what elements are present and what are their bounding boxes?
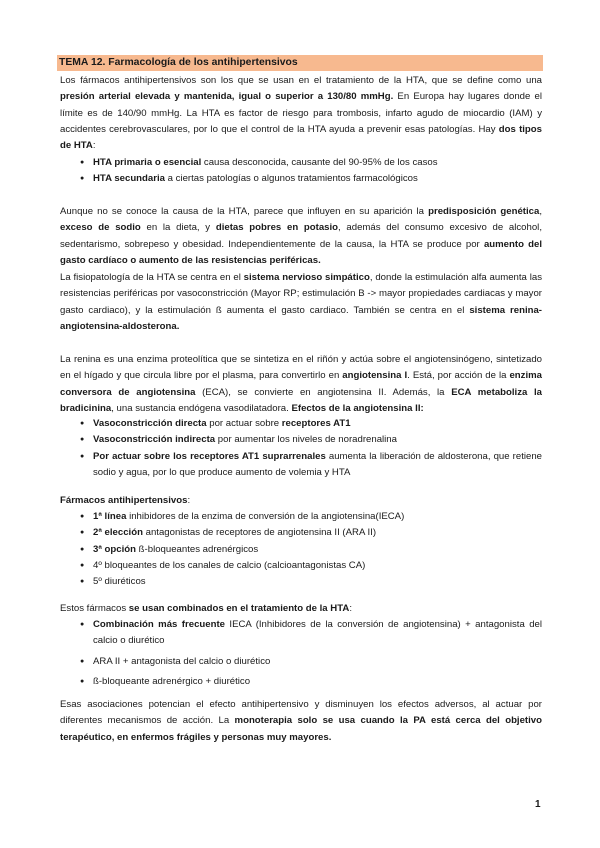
text-run: , además del consumo excesivo de alcohol, sedentarismo, sobrepeso y obesidad. Independientemente de la causa, la HTA se produce por [60,222,542,250]
intro-paragraph [60,73,542,154]
text-run: : [349,603,352,614]
bold-run: Vasoconstricción indirecta [93,434,216,446]
bold-run: enzima conversora de angiotensina [60,370,542,398]
text-run: La fisiopatología de la HTA se centra en el [60,272,244,283]
hta-types-list [60,155,542,188]
list-item [60,155,542,171]
bold-run: solo se usa cuando la PA está cerca del objetivo terapéutico, en enfermos frágiles y personas muy mayores. [60,715,542,743]
bold-run: aumento del gasto cardíaco o aumento de las resistencias periféricas. [60,238,542,266]
list-item [60,171,542,187]
combined-heading [60,601,542,617]
text-run: en la dieta, y [140,222,216,234]
combinations-list [60,617,542,690]
text-run: 5º [93,576,102,588]
text-run: antagonistas de receptores de angiotensina II (ARA II) [145,527,377,539]
bold-run: HTA primaria o esencial [93,157,202,168]
bold-run: dos tipos de HTA [60,123,542,152]
bold-run: ECA metaboliza la bradicinina [60,386,543,414]
text-run: ß-bloqueante adrenérgico + diurético [93,675,251,687]
text-run: : [92,140,96,152]
text-run: Esas asociaciones potencian el efecto antihipertensivo y disminuyen los efectos adversos, al actuar por diferentes mecanismos de acción. La [60,699,542,727]
bold-run: presión arterial elevada y mantenida, igual o superior a 130/80 mmHg. [60,91,394,103]
bold-run: exceso de sodio [60,222,141,234]
page-title: TEMA 12. Farmacología de los antihipertensivos [59,57,298,68]
bold-run: dietas pobres en potasio [215,222,339,234]
text-run: , [539,206,543,217]
bold-run: Combinación más frecuente [93,619,225,630]
text-run: , donde la estimulación alfa aumenta las resistencias periféricas por vasoconstricción (Mayor RP; estimulación B -> mayor propiedades cardiacas y mayor gasto cardiaco), y la estimulación ß aumenta el gasto cardiaco. También se centra en el [60,272,542,316]
causes-paragraph [60,204,542,269]
text-run: IECA (Inhibidores de la conversión de angiotensina) + antagonista del calcio o diurético [93,619,542,647]
drugs-heading [60,493,542,509]
text-run: . Está, por acción de la [407,370,510,382]
angiotensin-effects-list [60,416,542,481]
page-number: 1 [535,799,541,810]
text-run: Estos fármacos [60,603,129,614]
conclusion-paragraph [60,697,542,746]
list-item [60,574,542,590]
text-run: En Europa hay lugares donde el límite es de 140/90 mmHg. La HTA es factor de riesgo para trombosis, infarto agudo de miocardio (IAM) y accidentes cerebrovasculares, por lo que el control de la HTA ayuda a prevenir esas patologías. Hay [60,91,542,135]
title-highlight [57,55,543,71]
list-item [60,542,542,558]
list-item [60,432,542,448]
text-run: por actuar sobre [209,418,282,429]
text-run: aumenta la liberación de aldosterona, que retiene sodio y agua, por lo que produce aumento de volemia y HTA [93,450,542,478]
bold-run: sistema renina-angiotensina-aldosterona. [60,304,543,332]
bold-run: angiotensina I [342,370,408,382]
text-run: por aumentar los niveles de noradrenalina [217,434,397,446]
list-item [60,617,542,650]
list-item [60,449,542,482]
text-run: Los fármacos antihipertensivos son los que se usan en el tratamiento de la HTA, que se define como una [60,75,542,86]
bold-run: HTA secundaria [93,173,165,185]
text-run: bloqueantes de los canales de calcio (calcioantagonistas CA) [104,559,366,571]
text-run: (ECA), se convierte en angiotensina II. Además, la [195,386,452,398]
list-item [60,558,542,574]
bold-run: 1ª línea [93,511,127,522]
text-run: 4º [93,559,102,571]
text-run: : [187,495,191,506]
list-item [60,654,542,670]
list-item [60,674,542,690]
bold-run: sistema nervioso simpático [243,272,370,283]
text-run: inhibidores de la enzima de conversión de la angiotensina(IECA) [129,511,405,522]
list-item [60,416,542,432]
bold-run: 2ª elección [93,527,143,539]
bold-run: predisposición genética [428,206,540,217]
renin-paragraph [60,352,542,417]
drugs-list [60,509,542,590]
bold-run: 3ª opción [93,543,136,555]
bold-run: Por actuar sobre los receptores AT1 suprarrenales [93,450,326,462]
text-run: causa desconocida, causante del 90-95% de los casos [203,157,438,168]
text-run: ß-bloqueantes adrenérgicos [138,543,259,555]
bold-run: Vasoconstricción directa [93,418,207,429]
bold-run: monoterapia [234,715,293,727]
bold-run: Fármacos antihipertensivos [60,495,188,506]
text-run: La renina es una enzima proteolítica que se sintetiza en el riñón y actúa sobre el angiotensinógeno, sintetizado en el hígado y que circula libre por el plasma, para convertirlo en [60,354,542,382]
text-run: , una sustancia endógena vasodilatadora. [111,402,292,414]
bold-run: Efectos de la angiotensina II: [291,402,424,414]
text-run: Aunque no se conoce la causa de la HTA, parece que influyen en su aparición la [60,206,429,217]
text-run: a ciertas patologías o algunos tratamientos farmacológicos [167,173,418,185]
bold-run: se usan combinados en el tratamiento de la HTA [128,603,350,614]
bold-run: receptores AT1 [281,418,351,429]
text-run: ARA II + antagonista del calcio o diurético [93,655,271,667]
list-item [60,525,542,541]
list-item [60,509,542,525]
physiopathology-paragraph [60,270,542,335]
text-run: diuréticos [104,576,146,588]
